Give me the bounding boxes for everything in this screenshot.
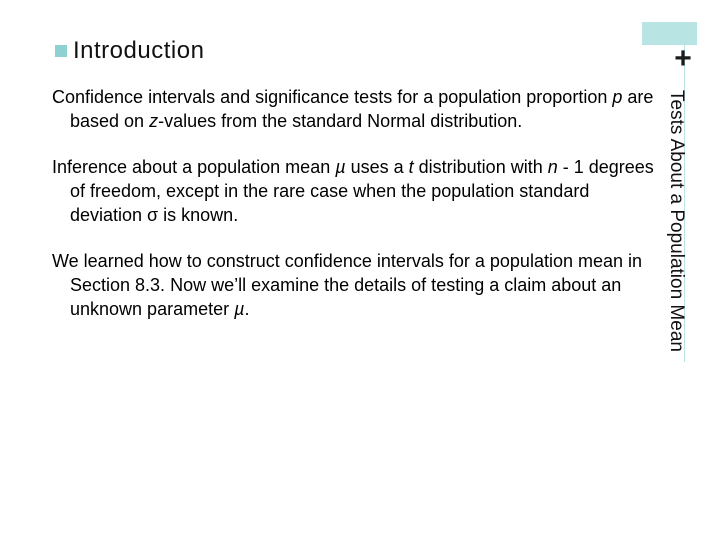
paragraph-proportion-inference <box>52 85 657 133</box>
slide-body <box>52 85 657 343</box>
slide-header <box>55 36 204 66</box>
text-segment: uses a <box>345 157 409 177</box>
text-segment: . <box>244 299 250 319</box>
math-variable: z <box>149 111 159 131</box>
paragraph-mean-inference <box>52 155 657 227</box>
math-variable: µ <box>234 299 245 319</box>
text-segment: We learned how to construct confidence intervals for a population mean in Section 8.3. Now we’ll examine the details of testing a claim about an unknown parameter <box>52 251 643 319</box>
square-bullet-icon <box>55 45 67 57</box>
math-variable: µ <box>335 157 346 177</box>
math-variable: n <box>547 157 558 177</box>
text-segment: Inference about a population mean <box>52 157 336 177</box>
slide-title: Introduction <box>73 37 205 64</box>
math-variable: t <box>408 157 414 177</box>
vertical-section-title: Tests About a Population Mean <box>666 90 687 352</box>
plus-icon: + <box>674 42 692 75</box>
text-segment: -values from the standard Normal distribution. <box>158 111 523 131</box>
text-segment: Confidence intervals and significance tests for a population proportion <box>52 87 613 107</box>
text-segment: are based on <box>70 87 654 131</box>
text-segment: distribution with <box>413 157 548 177</box>
math-variable: p <box>612 87 623 107</box>
paragraph-section-reference <box>52 249 657 321</box>
text-segment: - 1 degrees of freedom, except in the rare case when the population standard deviation σ is known. <box>70 157 654 225</box>
